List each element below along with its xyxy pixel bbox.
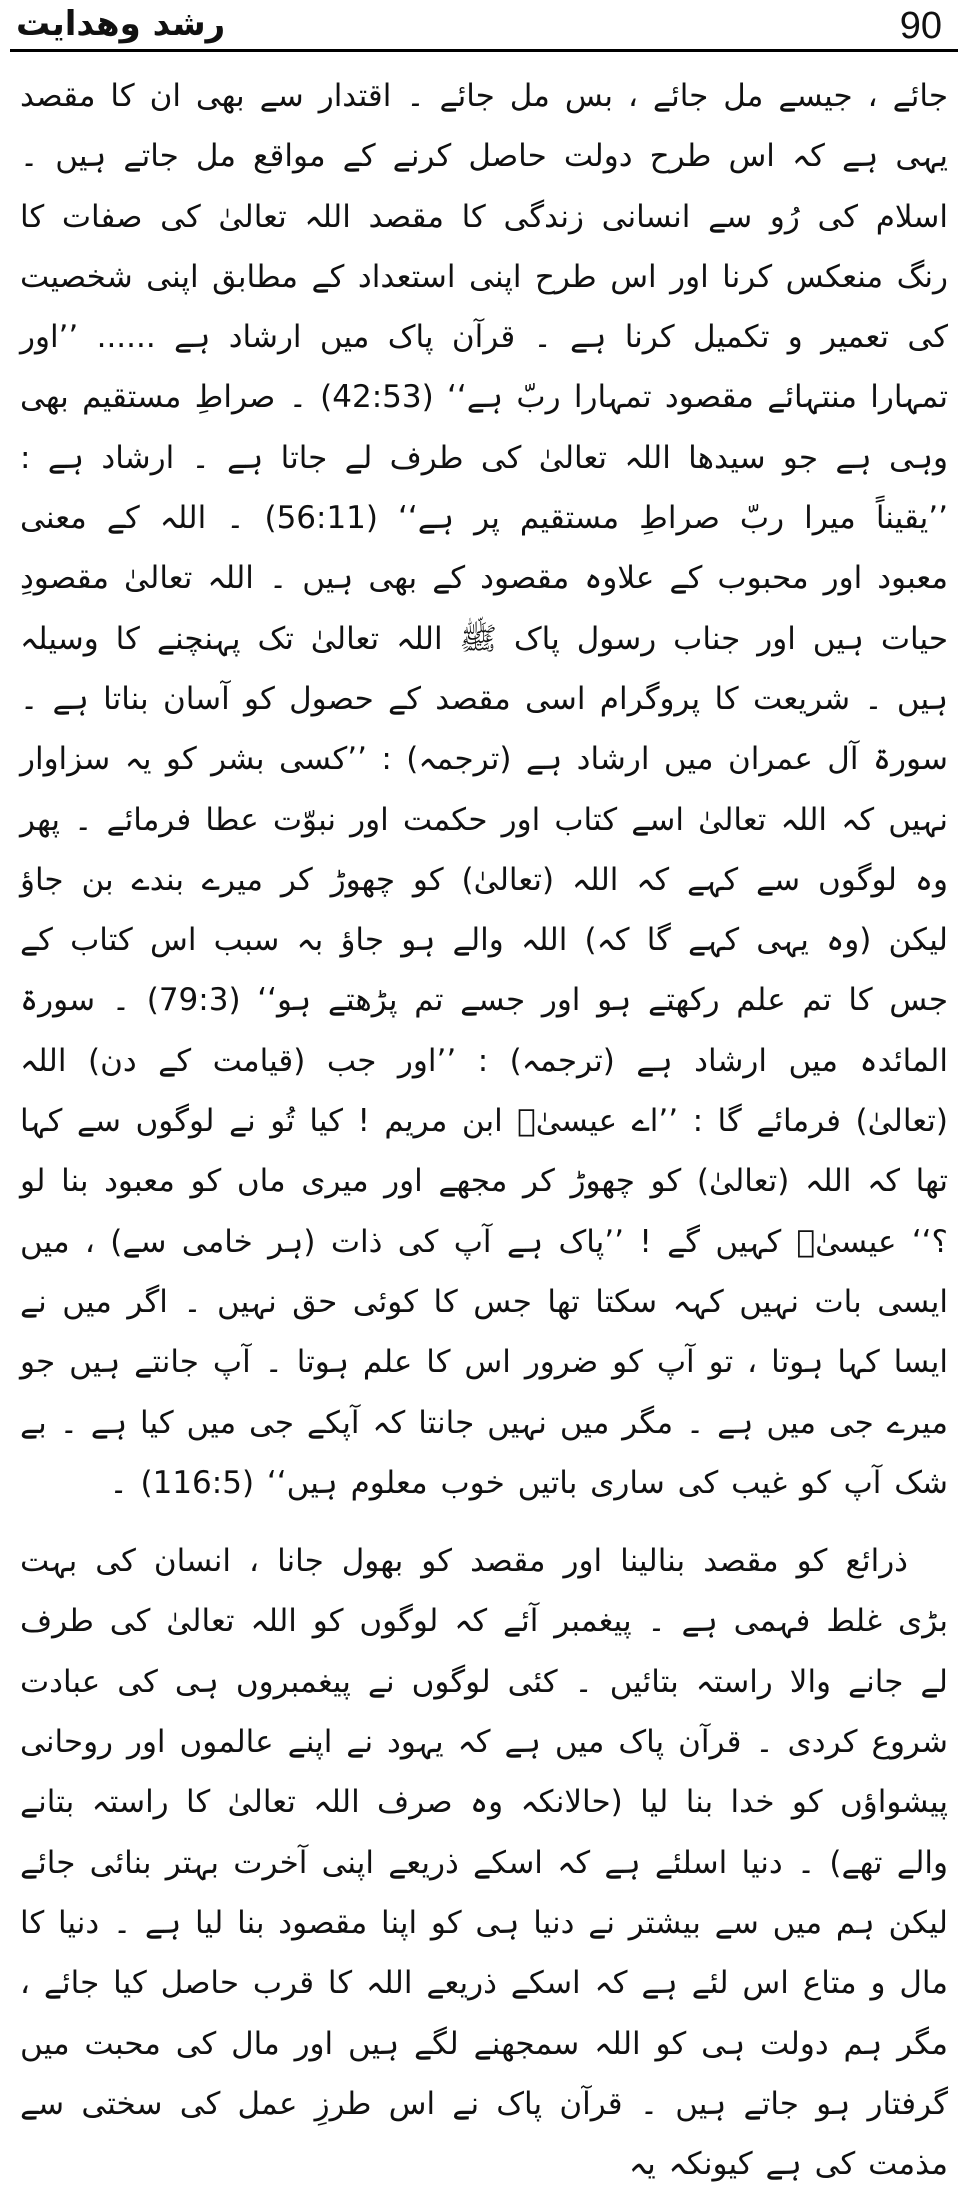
page-number: 90 xyxy=(899,5,942,47)
body-text xyxy=(20,66,948,2194)
book-title: رشد وھدایت xyxy=(16,4,226,44)
page-header xyxy=(10,0,958,52)
paragraph-1: جائے ، جیسے مل جائے ، بس مل جائے ۔ اقتدار سے بھی ان کا مقصد یہی ہے کہ اس طرح دولت حاصل کرنے کے مواقع مل جاتے ہیں ۔ اسلام کی رُو سے انسانی زندگی کا مقصد اللہ تعالیٰ کی صفات کا رنگ منعکس کرنا اور اس طرح اپنی استعداد کے مطابق اپنی شخصیت کی تعمیر و تکمیل کرنا ہے ۔ قرآن پاک میں ارشاد ہے ...... ’’اور تمہارا منتہائے مقصود تمہارا ربّ ہے‘‘ (42:53) ۔ صراطِ مستقیم بھی وہی ہے جو سیدھا اللہ تعالیٰ کی طرف لے جاتا ہے ۔ ارشاد ہے : ’’یقیناً میرا ربّ صراطِ مستقیم پر ہے‘‘ (56:11) ۔ اللہ کے معنی معبود اور محبوب کے علاوہ مقصود کے بھی ہیں ۔ اللہ تعالیٰ مقصودِ حیات ہیں اور جناب رسول پاک ﷺ اللہ تعالیٰ تک پہنچنے کا وسیلہ ہیں ۔ شریعت کا پروگرام اسی مقصد کے حصول کو آسان بناتا ہے ۔ سورۃ آل عمران میں ارشاد ہے (ترجمہ) : ’’کسی بشر کو یہ سزاوار نہیں کہ اللہ تعالیٰ اسے کتاب اور حکمت اور نبوّت عطا فرمائے ۔ پھر وہ لوگوں سے کہے کہ اللہ (تعالیٰ) کو چھوڑ کر میرے بندے بن جاؤ لیکن (وہ یہی کہے گا کہ) اللہ والے ہو جاؤ بہ سبب اس کتاب کے جس کا تم علم رکھتے ہو اور جسے تم پڑھتے ہو‘‘ (79:3) ۔ سورۃ المائدہ میں ارشاد ہے (ترجمہ) : ’’اور جب (قیامت کے دن) اللہ (تعالیٰ) فرمائے گا : ’’اے عیسیٰؑ ابن مریم ! کیا تُو نے لوگوں سے کہا تھا کہ اللہ (تعالیٰ) کو چھوڑ کر مجھے اور میری ماں کو معبود بنا لو ؟‘‘ عیسیٰؑ کہیں گے ! ’’پاک ہے آپ کی ذات (ہر خامی سے) ، میں ایسی بات نہیں کہہ سکتا تھا جس کا کوئی حق نہیں ۔ اگر میں نے ایسا کہا ہوتا ، تو آپ کو ضرور اس کا علم ہوتا ۔ آپ جانتے ہیں جو میرے جی میں ہے ۔ مگر میں نہیں جانتا کہ آپکے جی میں کیا ہے ۔ بے شک آپ کو غیب کی ساری باتیں خوب معلوم ہیں‘‘ (116:5) ۔ xyxy=(20,78,948,1501)
paragraph-2: ذرائع کو مقصد بنالینا اور مقصد کو بھول جانا ، انسان کی بہت بڑی غلط فہمی ہے ۔ پیغمبر آئے کہ لوگوں کو اللہ تعالیٰ کی طرف لے جانے والا راستہ بتائیں ۔ کئی لوگوں نے پیغمبروں ہی کی عبادت شروع کردی ۔ قرآن پاک میں ہے کہ یہود نے اپنے عالموں اور روحانی پیشواؤں کو خدا بنا لیا (حالانکہ وہ صرف اللہ تعالیٰ کا راستہ بتانے والے تھے) ۔ دنیا اسلئے ہے کہ اسکے ذریعے اپنی آخرت بہتر بنائی جائے لیکن ہم میں سے بیشتر نے دنیا ہی کو اپنا مقصود بنا لیا ہے ۔ دنیا کا مال و متاع اس لئے ہے کہ اسکے ذریعے اللہ کا قرب حاصل کیا جائے ، مگر ہم دولت ہی کو اللہ سمجھنے لگے ہیں اور مال کی محبت میں گرفتار ہو جاتے ہیں ۔ قرآن پاک نے اس طرزِ عمل کی سختی سے مذمت کی ہے کیونکہ یہ xyxy=(20,1543,948,2183)
